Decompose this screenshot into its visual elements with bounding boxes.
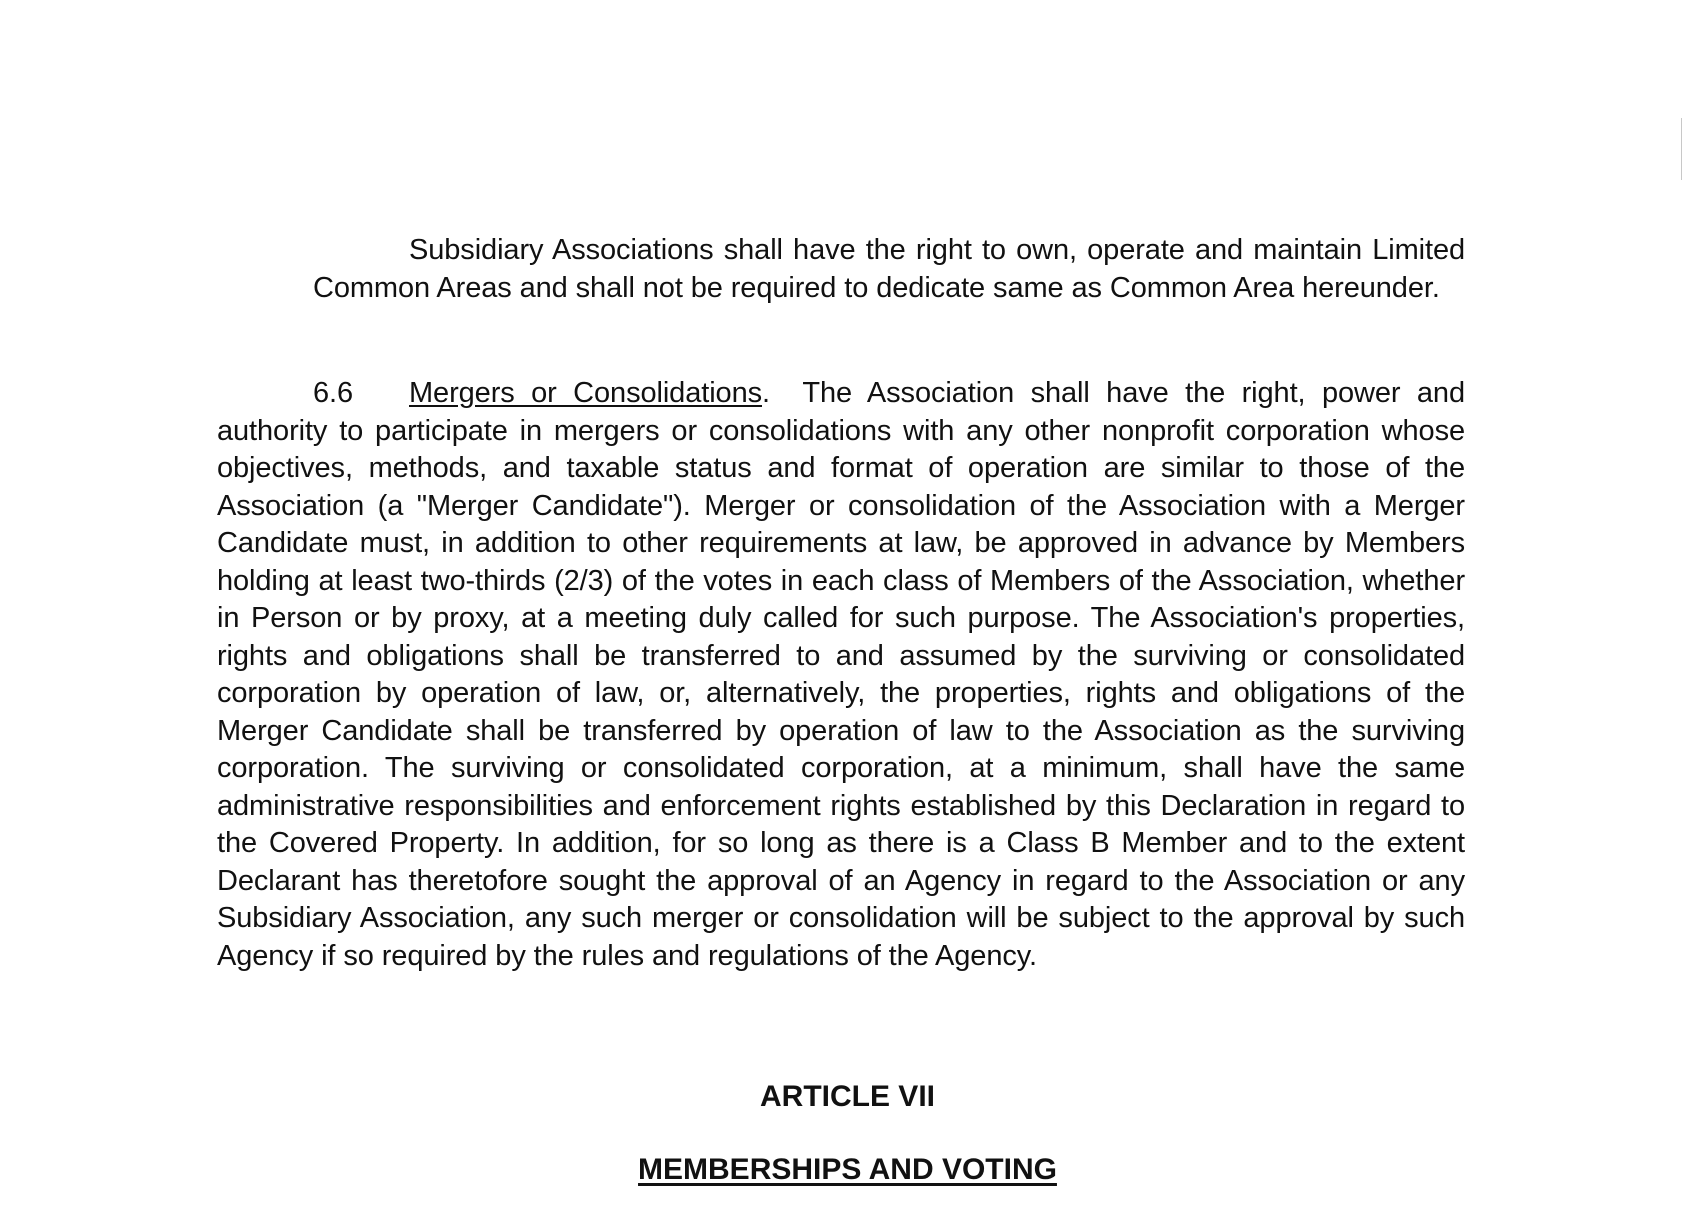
section-title: Mergers or Consolidations (409, 377, 762, 409)
article-heading: ARTICLE VII (759, 1080, 935, 1113)
section-title-terminator: . (762, 377, 770, 409)
section-6-6-paragraph (217, 375, 1465, 975)
section-number: 6.6 (313, 377, 354, 409)
section-body: The Association shall have the right, power and authority to participate in mergers or consolidations with any other nonprofit corporation whose objectives, methods, and taxable status and format of operation are similar to those of the Association (a "Merger Candidate"). Merger or consolidation of the Association with a Merger Candidate must, in addition to other requirements at law, be approved in advance by Members holding at least two-thirds (2/3) of the votes in each class of Members of the Association, whether in Person or by proxy, at a meeting duly called for such purpose. The Association's properties, rights and obligations shall be transferred to and assumed by the surviving or consolidated corporation by operation of law, or, alternatively, the properties, rights and obligations of the Merger Candidate shall be transferred by operation of law to the Association as the surviving corporation. The surviving or consolidated corporation, at a minimum, shall have the same administrative responsibilities and enforcement rights established by this Declaration in regard to the Covered Property. In addition, for so long as there is a Class B Member and to the extent Declarant has theretofore sought the approval of an Agency in regard to the Association or any Subsidiary Association, any such merger or consolidation will be subject to the approval by such Agency if so required by the rules and regulations of the Agency. (217, 377, 1465, 972)
scan-artifact (1681, 118, 1682, 180)
intro-paragraph: Subsidiary Associations shall have the right to own, operate and maintain Limited Common Areas and shall not be required to dedicate same as Common Area hereunder. (313, 234, 1465, 304)
article-title: MEMBERSHIPS AND VOTING (638, 1153, 1057, 1186)
